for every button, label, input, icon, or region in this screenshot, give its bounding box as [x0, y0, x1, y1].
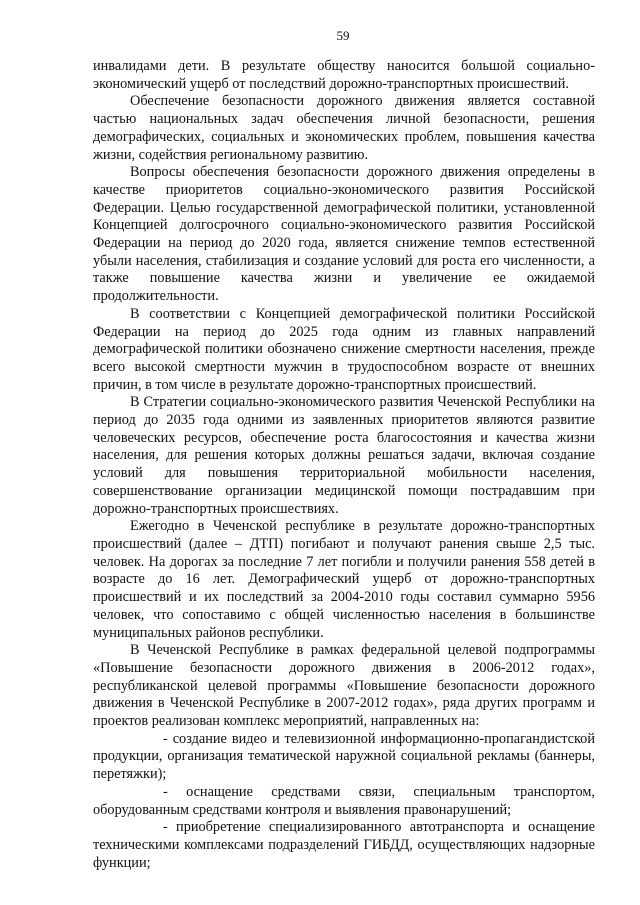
paragraph-2: Обеспечение безопасности дорожного движения является составной частью национальных задач обеспечения личной безопасности, решения демографических, социальных и экономических проблем, повышения качества жизни, содействия региональному развитию.	[93, 93, 595, 163]
paragraph-5: В Стратегии социально-экономического развития Чеченской Республики на период до 2035 года одними из заявленных приоритетов являются развитие человеческих ресурсов, обеспечение роста благосостояния и качества жизни населения, для решения которых должны решаться задачи, включая создание условий для повышения территориальной мобильности населения, совершенствование организации медицинской помощи пострадавшим при дорожно-транспортных происшествиях.	[93, 394, 595, 517]
paragraph-4: В соответствии с Концепцией демографической политики Российской Федерации на период до 2025 года одним из главных направлений демографической политики обозначено снижение смертности населения, прежде всего высокой смертности мужчин в трудоспособном возрасте от внешних причин, в том числе в результате дорожно-транспортных происшествий.	[93, 305, 595, 393]
document-page	[93, 28, 595, 872]
paragraph-7: В Чеченской Республике в рамках федеральной целевой подпрограммы «Повышение безопасности дорожного движения в 2006-2012 годах», республиканской целевой программы «Повышение безопасности дорожного движения в Чеченской Республике в 2007-2012 годах», ряда других программ и проектов реализован комплекс мероприятий, направленных на:	[93, 642, 595, 730]
bullet-item-2: - оснащение средствами связи, специальным транспортом, оборудованным средствами контроля и выявления правонарушений;	[93, 783, 595, 818]
paragraph-3: Вопросы обеспечения безопасности дорожного движения определены в качестве приоритетов социально-экономического развития Российской Федерации. Целью государственной демографической политики, установленной Концепцией долгосрочного социально-экономического развития Российской Федерации на период до 2020 года, является снижение темпов естественной убыли населения, стабилизация и создание условий для роста его численности, а также повышение качества жизни и увеличение ее ожидаемой продолжительности.	[93, 164, 595, 305]
page-number: 59	[336, 28, 350, 43]
paragraph-6: Ежегодно в Чеченской республике в результате дорожно-транспортных происшествий (далее – ДТП) погибают и получают ранения свыше 2,5 тыс. человек. На дорогах за последние 7 лет погибли и получили ранения 558 детей в возрасте до 16 лет. Демографический ущерб от дорожно-транспортных происшествий и их последствий за 2004-2010 годы составил суммарно 5956 человек, что сопоставимо с общей численностью населения в большинстве муниципальных районов республики.	[93, 518, 595, 641]
bullet-item-1: - создание видео и телевизионной информационно-пропагандистской продукции, организация тематической наружной социальной рекламы (баннеры, перетяжки);	[93, 730, 595, 783]
paragraph-1: инвалидами дети. В результате обществу наносится большой социально-экономический ущерб от последствий дорожно-транспортных происшествий.	[93, 58, 595, 92]
bullet-item-3: - приобретение специализированного автотранспорта и оснащение техническими комплексами подразделений ГИБДД, осуществляющих надзорные функции;	[93, 819, 595, 871]
